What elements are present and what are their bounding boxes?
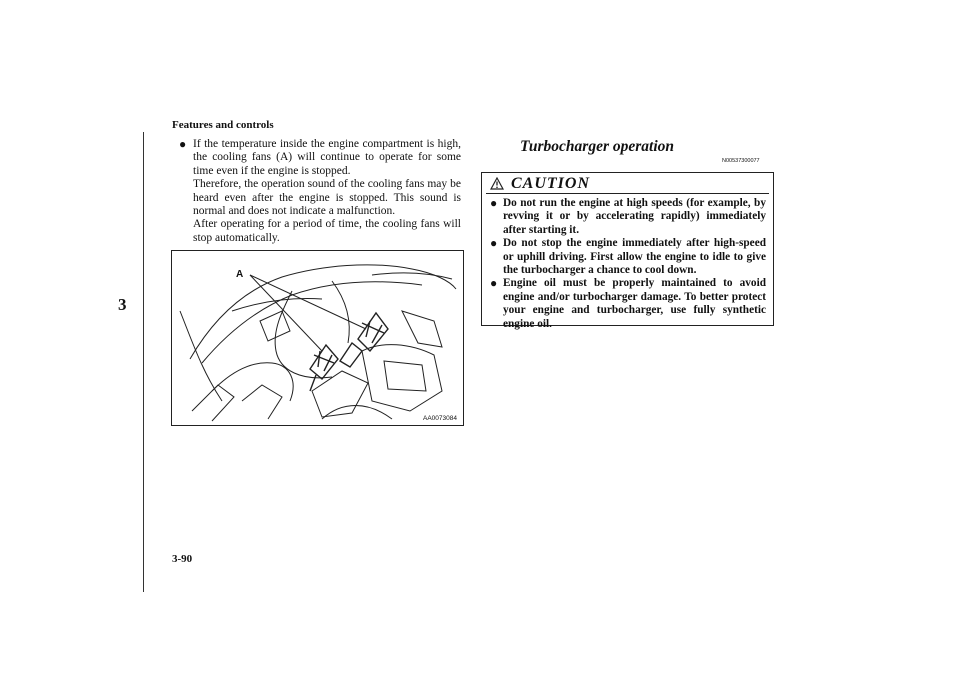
caution-divider [486, 193, 769, 194]
page-number: 3-90 [172, 553, 193, 565]
callout-label: A [236, 269, 244, 280]
caution-item-text: Do not stop the engine immediately after high-speed or uphill driving. First allow the engine to idle to give the turbocharger a chance to cool down. [503, 237, 766, 277]
chapter-number: 3 [118, 295, 127, 314]
figure-code: AA0073084 [423, 415, 457, 422]
caution-list [490, 197, 766, 331]
warning-triangle-icon [490, 177, 504, 190]
engine-compartment-figure [171, 250, 464, 426]
caution-title: CAUTION [511, 175, 591, 192]
caution-item [490, 197, 766, 237]
page-header: Features and controls [172, 119, 274, 131]
caution-item-text: Do not run the engine at high speeds (for example, by revving it or by accelerating rapidly) immediately after starting it. [503, 197, 766, 236]
caution-item [490, 237, 766, 277]
bullet-icon: ● [179, 137, 187, 151]
caution-item [490, 277, 766, 331]
bullet-icon: ● [490, 196, 498, 210]
bullet-icon: ● [490, 276, 498, 291]
section-title: Turbocharger operation [520, 138, 675, 155]
cooling-fan-note [179, 138, 461, 245]
chapter-divider [143, 132, 144, 592]
bullet-icon: ● [490, 236, 498, 251]
caution-item-text: Engine oil must be properly maintained to avoid engine and/or turbocharger damage. To better protect your engine and turbocharger, use fully synthetic engine oil. [503, 277, 766, 330]
note-paragraph: After operating for a period of time, the cooling fans will stop automatically. [193, 218, 461, 244]
note-paragraph: If the temperature inside the engine compartment is high, the cooling fans (A) will continue to operate for some time even if the engine is stopped. [193, 138, 461, 177]
caution-box [481, 172, 774, 330]
note-paragraph: Therefore, the operation sound of the cooling fans may be heard even after the engine is stopped. This sound is normal and does not indicate a malfunction. [193, 178, 461, 218]
section-code: N00537300077 [722, 158, 760, 164]
engine-compartment-illustration [172, 251, 463, 425]
